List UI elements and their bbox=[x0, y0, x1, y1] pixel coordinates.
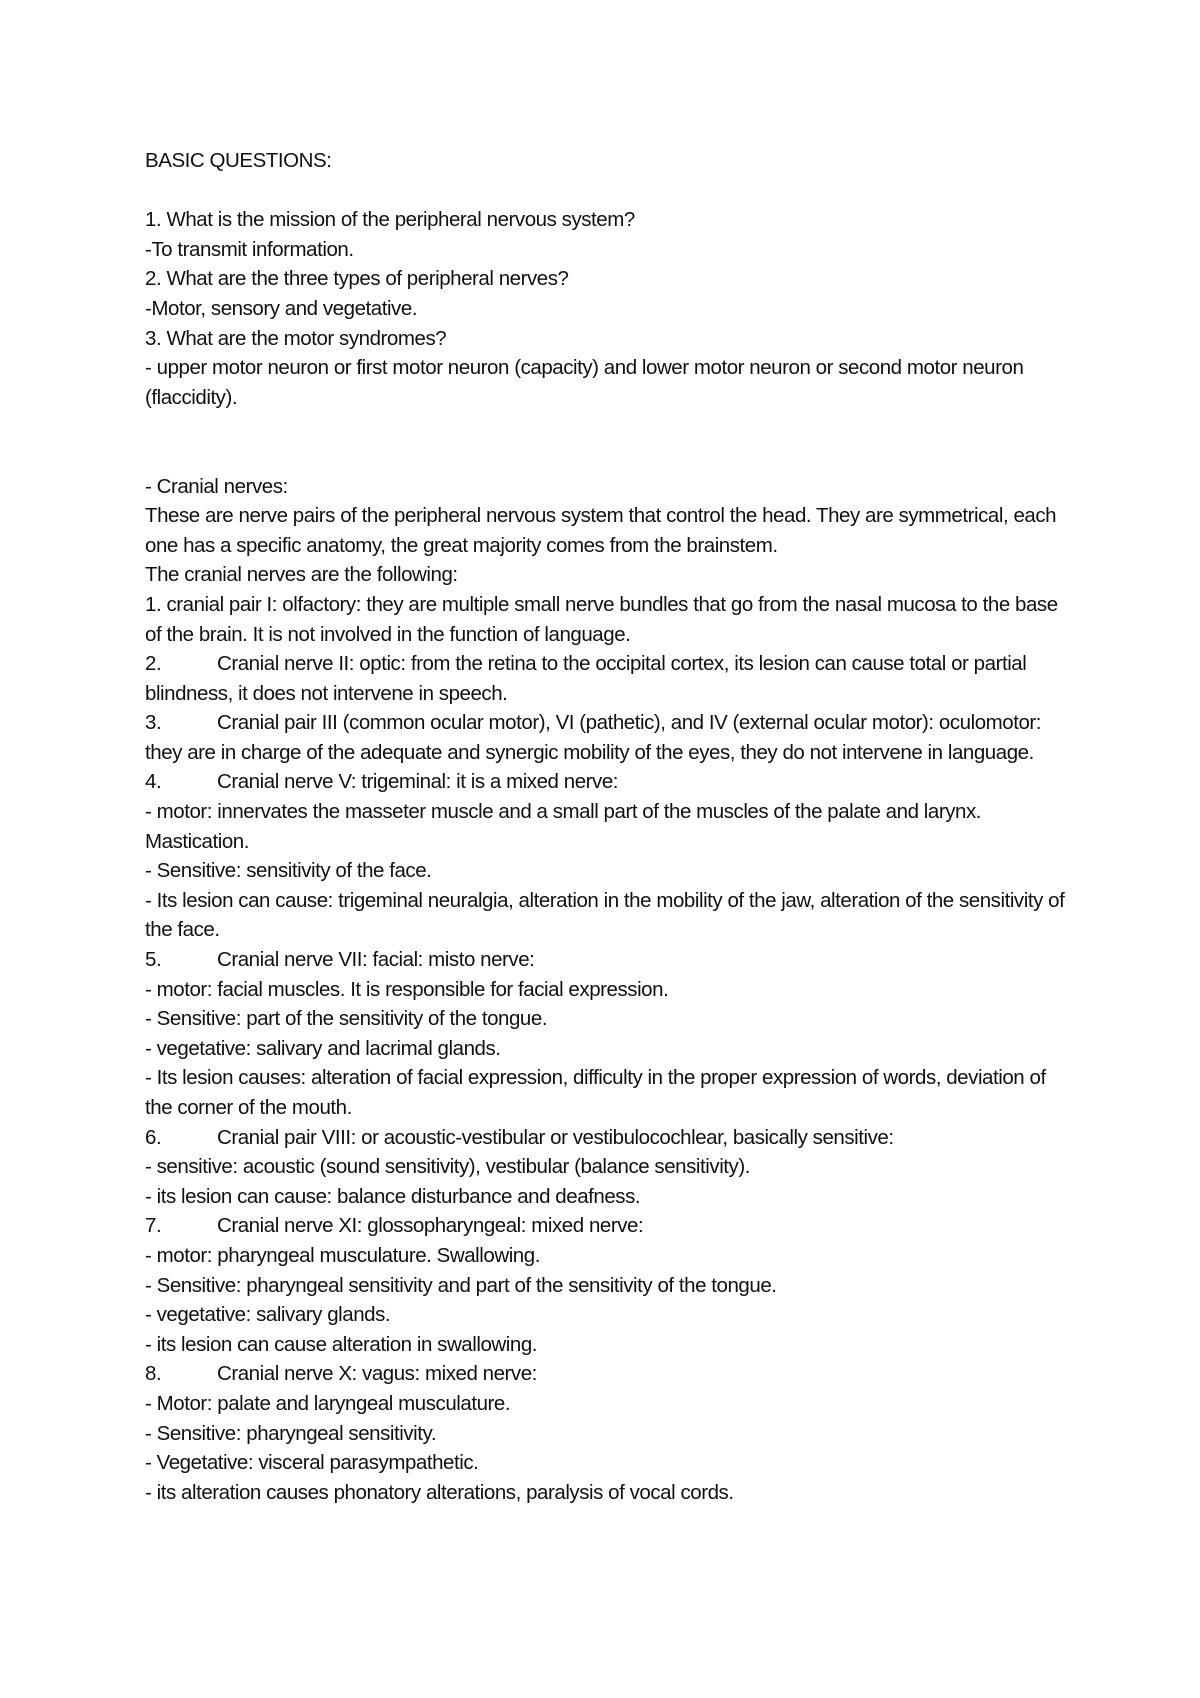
item-detail: - motor: innervates the masseter muscle and a small part of the muscles of the palate and larynx. Mastication. bbox=[145, 800, 981, 853]
item-detail: - Sensitive: part of the sensitivity of the tongue. bbox=[145, 1007, 548, 1031]
item-detail: - Vegetative: visceral parasympathetic. bbox=[145, 1451, 479, 1475]
question-2: 2. What are the three types of peripheral nerves? bbox=[145, 267, 569, 291]
item-detail: - vegetative: salivary and lacrimal glands. bbox=[145, 1036, 501, 1060]
item-title-text: Cranial nerve II: optic: from the retina to the occipital cortex, its lesion can cause total or partial blindness, it does not intervene in speech. bbox=[145, 652, 1027, 705]
cranial-item-title bbox=[145, 1123, 1075, 1153]
cranial-item bbox=[145, 1359, 1075, 1507]
item-detail: - vegetative: salivary glands. bbox=[145, 1303, 391, 1327]
spacer bbox=[145, 412, 1075, 471]
cranial-heading: - Cranial nerves: bbox=[145, 474, 288, 498]
answer-3: - upper motor neuron or first motor neuron (capacity) and lower motor neuron or second motor neuron (flaccidity). bbox=[145, 356, 1024, 409]
item-title-text: Cranial nerve X: vagus: mixed nerve: bbox=[217, 1362, 537, 1386]
cranial-item bbox=[145, 767, 1075, 945]
item-detail: - Sensitive: pharyngeal sensitivity. bbox=[145, 1421, 437, 1445]
item-detail: - its alteration causes phonatory alterations, paralysis of vocal cords. bbox=[145, 1480, 734, 1504]
item-title-text: Cranial nerve XI: glossopharyngeal: mixed nerve: bbox=[217, 1214, 644, 1238]
cranial-item-1: 1. cranial pair I: olfactory: they are multiple small nerve bundles that go from the nasal mucosa to the base of the brain. It is not involved in the function of language. bbox=[145, 592, 1058, 646]
cranial-item-title bbox=[145, 945, 1075, 975]
item-title-text: Cranial nerve V: trigeminal: it is a mixed nerve: bbox=[217, 770, 619, 794]
document-heading: BASIC QUESTIONS: bbox=[145, 149, 332, 172]
item-detail: - motor: pharyngeal musculature. Swallowing. bbox=[145, 1243, 540, 1267]
item-detail: - motor: facial muscles. It is responsible for facial expression. bbox=[145, 977, 669, 1001]
item-detail: - Its lesion can cause: trigeminal neuralgia, alteration in the mobility of the jaw, alteration of the sensitivity of the face. bbox=[145, 888, 1065, 942]
cranial-item-title bbox=[145, 1211, 1075, 1241]
cranial-intro: These are nerve pairs of the peripheral nervous system that control the head. They are symmetrical, each one has a specific anatomy, the great majority comes from the brainstem. bbox=[145, 504, 1057, 557]
cranial-item bbox=[145, 1123, 1075, 1212]
question-3: 3. What are the motor syndromes? bbox=[145, 326, 447, 350]
cranial-list-intro: The cranial nerves are the following: bbox=[145, 563, 458, 587]
item-detail: - Its lesion causes: alteration of facial expression, difficulty in the proper expression of words, deviation of the corner of the mouth. bbox=[145, 1066, 1046, 1119]
cranial-item bbox=[145, 649, 1075, 708]
item-number: 8. bbox=[145, 1362, 162, 1386]
item-number: 7. bbox=[145, 1214, 162, 1238]
item-title-text: Cranial pair III (common ocular motor), VI (pathetic), and IV (external ocular motor): oculomotor: they are in charge of the adequate and synergic mobility of the eyes, they do not intervene in language. bbox=[145, 711, 1042, 764]
item-title-text: Cranial nerve VII: facial: misto nerve: bbox=[217, 948, 535, 972]
item-detail: - Sensitive: pharyngeal sensitivity and part of the sensitivity of the tongue. bbox=[145, 1273, 777, 1297]
item-number: 3. bbox=[145, 711, 162, 735]
cranial-item bbox=[145, 945, 1075, 1123]
answer-2: -Motor, sensory and vegetative. bbox=[145, 296, 418, 320]
item-detail: - Sensitive: sensitivity of the face. bbox=[145, 859, 432, 883]
cranial-item-title bbox=[145, 1359, 1075, 1389]
answer-1: -To transmit information. bbox=[145, 237, 354, 261]
item-detail: - its lesion can cause: balance disturbance and deafness. bbox=[145, 1184, 641, 1208]
cranial-item bbox=[145, 708, 1075, 767]
cranial-item-title bbox=[145, 767, 1075, 797]
item-number: 4. bbox=[145, 770, 162, 794]
cranial-item-title bbox=[145, 708, 1075, 767]
spacer bbox=[145, 176, 1075, 206]
item-detail: - sensitive: acoustic (sound sensitivity), vestibular (balance sensitivity). bbox=[145, 1155, 750, 1179]
question-1: 1. What is the mission of the peripheral nervous system? bbox=[145, 208, 635, 232]
item-number: 5. bbox=[145, 948, 162, 972]
document-body bbox=[145, 146, 1075, 1507]
cranial-item bbox=[145, 1211, 1075, 1359]
item-detail: - its lesion can cause alteration in swallowing. bbox=[145, 1332, 538, 1356]
item-number: 6. bbox=[145, 1125, 162, 1149]
item-detail: - Motor: palate and laryngeal musculature. bbox=[145, 1391, 511, 1415]
item-number: 2. bbox=[145, 652, 162, 676]
cranial-item-title bbox=[145, 649, 1075, 708]
item-title-text: Cranial pair VIII: or acoustic-vestibular or vestibulocochlear, basically sensitive: bbox=[217, 1125, 894, 1149]
